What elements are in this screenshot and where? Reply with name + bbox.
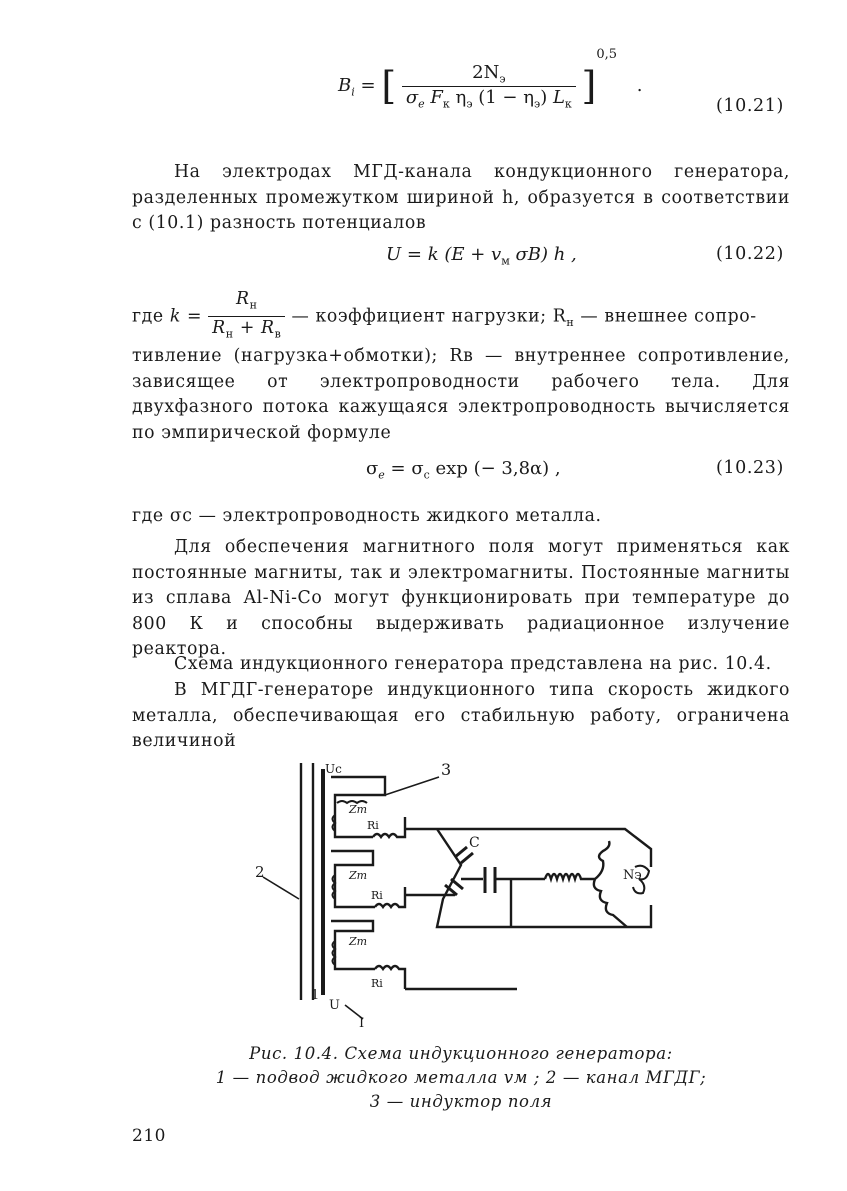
p2-den-a: R <box>212 318 226 339</box>
eq23-mid-sub: с <box>423 468 430 482</box>
den-eta: η <box>455 86 467 108</box>
eq23-rest: exp (− 3,8α) , <box>429 458 561 479</box>
label-zt-3: Zт <box>349 935 368 948</box>
inductor-loop-3 <box>331 921 405 989</box>
equation-number-10-21: (10.21) <box>716 96 784 116</box>
figure-caption-line-1: Рис. 10.4. Схема индукционного генератора: <box>249 1044 673 1063</box>
p2-after-sub: н <box>566 315 575 329</box>
p2-num-sub: н <box>249 298 258 312</box>
load-coil <box>545 874 595 879</box>
equation-10-23 <box>366 458 561 482</box>
equation-number-10-23: (10.23) <box>716 458 784 478</box>
den-l: L <box>552 86 565 108</box>
paragraph-5: Для обеспечения магнитного поля могут применяться как постоянные магниты, так и электромагниты. Постоянные магниты из сплава Al-Ni-Co могут функционировать при температуре до 800 К и способны выдерживать радиационное излучение реактора. <box>132 537 790 660</box>
eq-lhs-sub: i <box>351 85 355 99</box>
den-paren: 1 − η <box>485 86 535 108</box>
den-l-sub: к <box>564 97 572 111</box>
load-coil-upper <box>595 841 609 879</box>
p2-num: R <box>236 289 250 309</box>
paragraph-1: На электродах МГД-канала кондукционного генератора, разделенных промежутком шириной h, образуется в соответствии с (10.1) разность потенциалов <box>132 162 790 234</box>
label-ri-2: Ri <box>371 889 383 902</box>
eq23-mid: = σ <box>384 458 424 479</box>
den-f-sub: к <box>442 97 450 111</box>
paragraph-6: Схема индукционного генератора представлена на рис. 10.4. <box>174 654 772 674</box>
p2-fraction <box>208 288 285 346</box>
p2-after: — коэффициент нагрузки; R <box>291 306 567 327</box>
label-i: I <box>359 1016 365 1031</box>
den-sigma-sub: e <box>418 97 425 111</box>
generator-schematic <box>255 755 675 1035</box>
eq23-lhs-sub: e <box>378 468 385 482</box>
label-2: 2 <box>255 863 265 881</box>
paragraph-7: В МГДГ-генераторе индукционного типа скорость жидкого металла, обеспечивающая его стабильную работу, ограничена величиной <box>132 680 790 752</box>
num: 2N <box>472 62 500 83</box>
den-f: F <box>430 86 443 108</box>
paragraph-3: тивление (нагрузка+обмотки); Rв — внутреннее сопротивление, зависящее от электропроводности рабочего тела. Для двухфазного потока кажущаяся электропроводность вычисляется по эмпирической формуле <box>132 346 790 443</box>
den-eta-sub: э <box>466 97 473 111</box>
eq-tail: . <box>636 75 643 97</box>
p2-den-b-sub: в <box>274 327 282 341</box>
paragraph-2 <box>132 288 790 346</box>
leader-2 <box>263 877 299 899</box>
den-paren-sub: э <box>534 97 541 111</box>
label-uc: Uc <box>325 762 342 776</box>
eq-exponent: 0,5 <box>596 47 618 63</box>
label-3: 3 <box>441 760 452 779</box>
equation-10-21: $B_i$ = [ $\frac{2N_э}{\sigma_e F_к \eta_э (1 - \eta_э) L_к}$ ]$^{0,5}$ . <box>338 47 643 111</box>
label-c: C <box>469 835 480 851</box>
figure-caption-line-3: 3 — индуктор поля <box>369 1092 553 1111</box>
paragraph-4: где σс — электропроводность жидкого металла. <box>132 506 602 526</box>
p2-den-a-sub: н <box>225 327 234 341</box>
label-zt-1: Zт <box>349 803 368 816</box>
cap-1-plate-b <box>461 853 473 863</box>
label-ne: Nэ <box>623 868 642 883</box>
page-number: 210 <box>132 1126 166 1146</box>
leader-3 <box>385 777 439 795</box>
label-ri-1: Ri <box>367 819 379 832</box>
load-coil-lower <box>594 879 627 927</box>
fraction: $\frac{2N_э}{\sigma_e F_к \eta_э (1 - \eta_э) L_к}$ <box>402 62 576 110</box>
p2-where: где <box>132 306 170 327</box>
label-zt-2: Zт <box>349 869 368 882</box>
cap-1-plate-a <box>455 847 467 857</box>
equation-number-10-22: (10.22) <box>716 244 784 264</box>
p2-k: k = <box>169 306 203 327</box>
eq23-lhs: σ <box>366 458 379 479</box>
inductor-loop-2 <box>331 851 405 907</box>
eq-lhs: B <box>338 75 352 97</box>
label-ri-3: Ri <box>371 977 383 990</box>
figure-caption-line-2: 1 — подвод жидкого металла vм ; 2 — канал МГДГ; <box>215 1068 707 1087</box>
den-sigma: σ <box>405 86 419 108</box>
equation-10-22 <box>386 244 577 268</box>
eq-formula: U = k (E + v <box>386 244 502 265</box>
eq-v-sub: м <box>501 254 510 268</box>
p2-den-plus: + R <box>233 318 275 339</box>
label-1: 1 <box>311 988 320 1003</box>
p2-after-tail: — внешнее сопро- <box>574 306 757 327</box>
num-sub: э <box>499 72 506 86</box>
label-u: U <box>329 998 340 1013</box>
cap-2-plate-b <box>451 879 463 889</box>
eq-rest: σB) h , <box>509 244 577 265</box>
